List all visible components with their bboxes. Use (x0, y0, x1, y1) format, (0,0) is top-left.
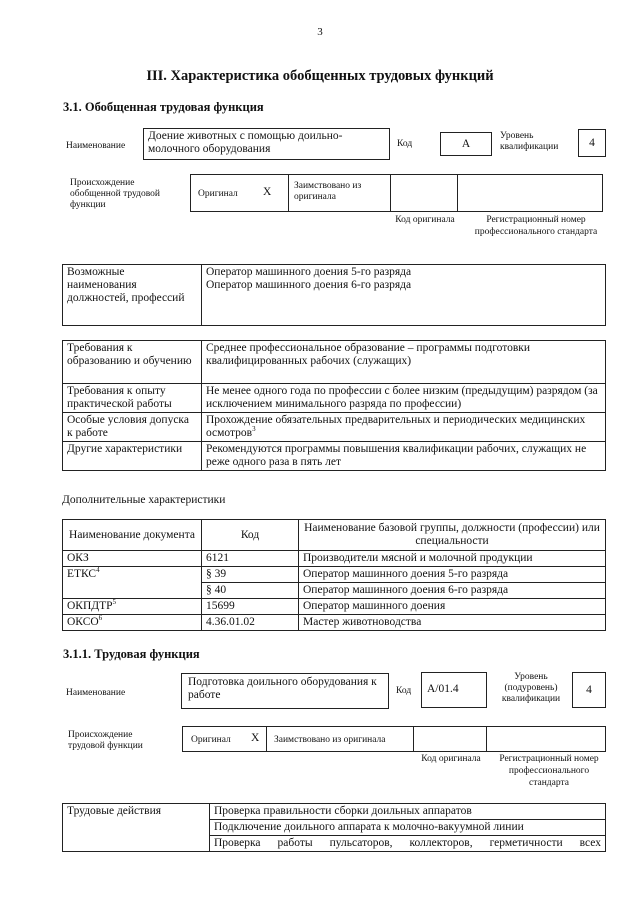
divider (413, 727, 414, 751)
tf-code-label: Код (396, 686, 412, 696)
actions-table (62, 803, 606, 852)
doc-text: ОКПДТР (67, 600, 113, 612)
additional-table (62, 519, 606, 631)
gtf-reg-caption: Регистрационный номер профессионального стандарта (474, 215, 598, 237)
tf-level-label: Уровень (подуровень) квалификации (501, 672, 561, 704)
tf-name-label: Наименование (66, 688, 126, 698)
name-cell: Оператор машинного доения 5-го разряда (299, 567, 606, 583)
name-cell: Оператор машинного доения (299, 599, 606, 615)
position-item: Оператор машинного доения 6-го разряда (206, 279, 412, 291)
divider (486, 727, 487, 751)
code-cell: 4.36.01.02 (202, 615, 299, 631)
header-cell: Код (202, 520, 299, 551)
footnote-ref: 4 (96, 566, 100, 575)
gtf-origin-label: Происхождение обобщенной трудовой функции (70, 178, 160, 210)
table-row (63, 599, 606, 615)
header-cell: Наименование базовой группы, должности (профессии) или специальности (299, 520, 606, 551)
footnote-ref: 5 (112, 598, 117, 607)
req-value: Среднее профессиональное образование – программы подготовки квалифицированных рабочих (служащих) (202, 341, 606, 384)
gtf-original-label: Оригинал (198, 189, 238, 199)
actions-label: Трудовые действия (63, 804, 210, 852)
additional-title: Дополнительные характеристики (62, 494, 226, 506)
gtf-name-value: Доение животных с помощью доильно-молочного оборудования (143, 128, 390, 160)
req-label: Особые условия допуска к работе (63, 413, 202, 442)
tf-name-value: Подготовка доильного оборудования к работе (181, 673, 389, 709)
req-value: Не менее одного года по профессии с более низким (предыдущим) разрядом (за исключением минимального разряда по профессии) (202, 384, 606, 413)
gtf-heading: 3.1. Обобщенная трудовая функция (63, 100, 264, 114)
tf-origin-box (182, 726, 606, 752)
footnote-ref: 3 (252, 425, 256, 434)
page-number: 3 (317, 26, 323, 38)
divider (288, 175, 289, 211)
req-label: Требования к опыту практической работы (63, 384, 202, 413)
table-row (63, 567, 606, 583)
requirements-table (62, 340, 606, 471)
positions-table (62, 264, 606, 326)
doc-cell (63, 567, 202, 599)
gtf-orig-code-caption: Код оригинала (395, 215, 455, 225)
tf-orig-code-caption: Код оригинала (421, 754, 481, 764)
table-row (63, 615, 606, 631)
action-item: Проверка работы пульсаторов, коллекторов, герметичности всех (210, 836, 606, 852)
code-cell: § 40 (202, 583, 299, 599)
gtf-name-label: Наименование (66, 141, 126, 151)
req-value-text: Прохождение обязательных предварительных и периодических медицинских осмотров (206, 414, 586, 439)
tf-borrowed-label: Заимствовано из оригинала (274, 735, 386, 745)
action-item: Проверка правильности сборки доильных аппаратов (210, 804, 606, 820)
gtf-borrowed-label: Заимствовано из оригинала (294, 181, 362, 202)
tf-origin-label: Происхождение трудовой функции (68, 730, 143, 751)
req-value (202, 413, 606, 442)
tf-level-value: 4 (572, 672, 606, 708)
doc-cell (63, 615, 202, 631)
tf-code-value: A/01.4 (421, 672, 487, 708)
gtf-original-mark: X (263, 186, 272, 198)
doc-cell (63, 599, 202, 615)
divider (266, 727, 267, 751)
req-label: Требования к образованию и обучению (63, 341, 202, 384)
name-cell: Мастер животноводства (299, 615, 606, 631)
tf-original-label: Оригинал (191, 735, 231, 745)
action-item: Подключение доильного аппарата к молочно-вакуумной линии (210, 820, 606, 836)
positions-values (202, 265, 606, 326)
code-cell: § 39 (202, 567, 299, 583)
name-cell: Производители мясной и молочной продукции (299, 551, 606, 567)
code-cell: 15699 (202, 599, 299, 615)
section-title: III. Характеристика обобщенных трудовых функций (146, 68, 494, 84)
gtf-origin-box (190, 174, 603, 212)
footnote-ref: 6 (98, 614, 103, 623)
name-cell: Оператор машинного доения 6-го разряда (299, 583, 606, 599)
code-cell: 6121 (202, 551, 299, 567)
positions-label: Возможные наименования должностей, профессий (63, 265, 202, 326)
doc-cell (63, 551, 202, 567)
gtf-level-value: 4 (578, 129, 606, 157)
position-item: Оператор машинного доения 5-го разряда (206, 266, 412, 278)
header-cell: Наименование документа (63, 520, 202, 551)
tf-heading: 3.1.1. Трудовая функция (63, 647, 200, 661)
tf-original-mark: X (251, 732, 260, 744)
req-label: Другие характеристики (63, 442, 202, 471)
gtf-code-value: А (440, 132, 492, 156)
req-value: Рекомендуются программы повышения квалификации рабочих, служащих не реже одного раза в пять лет (202, 442, 606, 471)
table-row (63, 551, 606, 567)
divider (457, 175, 458, 211)
gtf-level-label: Уровень квалификации (500, 131, 559, 152)
tf-reg-caption: Регистрационный номер профессионального стандарта (499, 754, 599, 788)
doc-text: ОКЗ (67, 552, 89, 564)
divider (390, 175, 391, 211)
doc-text: ОКСО (67, 616, 99, 628)
doc-text: ЕТКС (67, 568, 97, 580)
gtf-code-label: Код (397, 139, 413, 149)
